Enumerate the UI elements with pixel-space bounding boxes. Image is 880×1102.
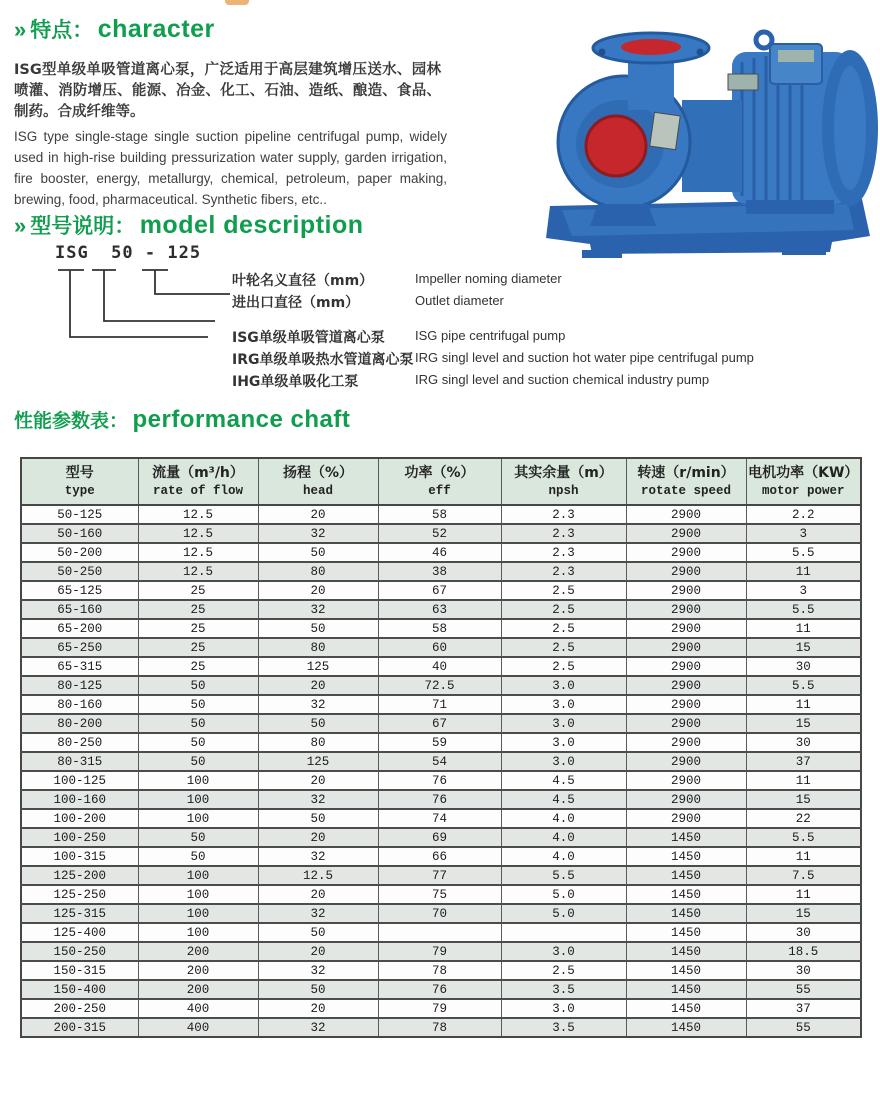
table-cell: 12.5 <box>138 505 258 524</box>
table-cell: 200 <box>138 942 258 961</box>
table-row <box>21 809 861 828</box>
table-cell: 2.5 <box>501 657 626 676</box>
table-cell: 200-315 <box>21 1018 138 1037</box>
table-cell: 38 <box>378 562 501 581</box>
table-row <box>21 1018 861 1037</box>
chevron-marker-icon: » <box>14 17 27 42</box>
table-cell: 25 <box>138 619 258 638</box>
table-row <box>21 980 861 999</box>
table-cell: 80 <box>258 638 378 657</box>
table-cell: 2900 <box>626 657 746 676</box>
legend-zh-impeller: 叶轮名义直径（mm） <box>232 273 374 289</box>
table-cell: 5.0 <box>501 904 626 923</box>
table-cell: 100-315 <box>21 847 138 866</box>
table-cell: 2.3 <box>501 562 626 581</box>
table-cell: 100 <box>138 923 258 942</box>
table-cell: 12.5 <box>138 562 258 581</box>
section-character-heading-en: character <box>97 15 215 43</box>
table-row <box>21 638 861 657</box>
legend-en-impeller: Impeller noming diameter <box>415 271 562 286</box>
column-header: 其实余量（m） npsh <box>501 458 626 505</box>
scan-artifact-mark <box>225 0 249 5</box>
table-cell: 100 <box>138 771 258 790</box>
table-cell: 63 <box>378 600 501 619</box>
table-cell: 65-125 <box>21 581 138 600</box>
table-cell: 18.5 <box>746 942 861 961</box>
section-character-heading-zh: 特点： <box>30 18 94 42</box>
table-cell: 79 <box>378 942 501 961</box>
table-cell: 80-315 <box>21 752 138 771</box>
table-cell: 37 <box>746 999 861 1018</box>
table-cell: 50-125 <box>21 505 138 524</box>
table-cell: 15 <box>746 904 861 923</box>
table-cell: 1450 <box>626 866 746 885</box>
table-cell: 11 <box>746 771 861 790</box>
section-performance-heading-zh: 性能参数表： <box>14 410 129 432</box>
table-cell: 70 <box>378 904 501 923</box>
table-cell: 50 <box>258 809 378 828</box>
table-cell: 100-160 <box>21 790 138 809</box>
table-cell: 50 <box>138 733 258 752</box>
table-cell: 58 <box>378 505 501 524</box>
table-row <box>21 733 861 752</box>
section-performance-heading-en: performance chaft <box>132 406 351 433</box>
legend-en-ihg: IRG singl level and suction chemical industry pump <box>415 372 710 387</box>
table-cell: 100-125 <box>21 771 138 790</box>
table-cell: 20 <box>258 828 378 847</box>
table-row <box>21 942 861 961</box>
table-cell: 100-200 <box>21 809 138 828</box>
table-row <box>21 619 861 638</box>
table-row <box>21 657 861 676</box>
table-cell: 54 <box>378 752 501 771</box>
table-cell: 80-160 <box>21 695 138 714</box>
table-cell: 400 <box>138 999 258 1018</box>
table-cell: 20 <box>258 771 378 790</box>
section-character-heading <box>14 14 215 44</box>
table-row <box>21 695 861 714</box>
table-cell: 12.5 <box>258 866 378 885</box>
table-cell: 2.5 <box>501 638 626 657</box>
table-row <box>21 923 861 942</box>
table-cell: 100-250 <box>21 828 138 847</box>
table-cell: 2.5 <box>501 961 626 980</box>
legend-en-isg: ISG pipe centrifugal pump <box>415 328 566 343</box>
model-code: ISG 50 - 125 <box>55 243 202 263</box>
table-cell: 20 <box>258 885 378 904</box>
table-cell: 3.0 <box>501 676 626 695</box>
table-row <box>21 771 861 790</box>
table-cell: 50 <box>138 676 258 695</box>
table-row <box>21 904 861 923</box>
table-cell: 32 <box>258 904 378 923</box>
table-cell: 100 <box>138 904 258 923</box>
column-header: 流量（m³/h） rate of flow <box>138 458 258 505</box>
table-cell: 1450 <box>626 847 746 866</box>
table-cell: 11 <box>746 847 861 866</box>
table-cell: 2900 <box>626 733 746 752</box>
table-cell: 2.3 <box>501 505 626 524</box>
table-cell: 3.0 <box>501 733 626 752</box>
table-cell: 30 <box>746 733 861 752</box>
column-header: 转速（r/min） rotate speed <box>626 458 746 505</box>
table-cell: 100 <box>138 790 258 809</box>
table-cell: 5.5 <box>746 543 861 562</box>
table-cell: 78 <box>378 1018 501 1037</box>
table-cell: 125-315 <box>21 904 138 923</box>
table-cell: 67 <box>378 581 501 600</box>
table-cell: 15 <box>746 714 861 733</box>
table-cell: 22 <box>746 809 861 828</box>
table-cell: 3.5 <box>501 1018 626 1037</box>
character-paragraph-en: ISG type single-stage single suction pipeline centrifugal pump, widely used in high-rise building pressurization water supply, garden irrigation, fire booster, energy, metallurgy, chemical, petroleum, paper making, brewing, food, pharmaceutical. Synthetic fibers, etc.. <box>14 129 447 207</box>
table-cell: 2.5 <box>501 581 626 600</box>
table-cell: 58 <box>378 619 501 638</box>
table-row <box>21 505 861 524</box>
performance-table <box>20 457 862 1038</box>
character-paragraph-zh: ISG型单级单吸管道离心泵，广泛适用于高层建筑增压送水、园林喷灌、消防增压、能源、冶金、化工、石油、造纸、酿造、食品、制药。合成纤维等。 <box>14 62 441 120</box>
table-cell: 3.0 <box>501 714 626 733</box>
table-cell: 67 <box>378 714 501 733</box>
table-cell: 50 <box>258 543 378 562</box>
table-cell: 76 <box>378 771 501 790</box>
legend-en-irg: IRG singl level and suction hot water pipe centrifugal pump <box>415 350 754 365</box>
table-cell: 20 <box>258 942 378 961</box>
table-cell: 32 <box>258 961 378 980</box>
table-cell: 5.5 <box>501 866 626 885</box>
table-cell: 76 <box>378 790 501 809</box>
legend-zh-outlet: 进出口直径（mm） <box>232 295 360 311</box>
table-cell: 75 <box>378 885 501 904</box>
table-cell: 65-315 <box>21 657 138 676</box>
table-cell: 400 <box>138 1018 258 1037</box>
table-cell: 25 <box>138 581 258 600</box>
table-cell: 1450 <box>626 828 746 847</box>
table-cell: 15 <box>746 638 861 657</box>
table-cell: 80 <box>258 562 378 581</box>
table-cell: 50 <box>138 714 258 733</box>
section-performance-heading <box>14 406 350 434</box>
table-cell: 32 <box>258 524 378 543</box>
table-cell: 69 <box>378 828 501 847</box>
table-cell: 3 <box>746 581 861 600</box>
table-cell: 4.5 <box>501 790 626 809</box>
table-cell: 11 <box>746 562 861 581</box>
table-cell: 2900 <box>626 524 746 543</box>
table-cell: 100 <box>138 885 258 904</box>
table-cell: 100 <box>138 809 258 828</box>
table-cell: 50 <box>138 828 258 847</box>
table-cell: 2900 <box>626 638 746 657</box>
table-cell: 2900 <box>626 562 746 581</box>
table-row <box>21 600 861 619</box>
table-cell: 37 <box>746 752 861 771</box>
table-cell: 3.0 <box>501 999 626 1018</box>
table-cell: 5.0 <box>501 885 626 904</box>
table-header-row <box>21 458 861 505</box>
table-cell: 2.5 <box>501 600 626 619</box>
table-cell: 50 <box>258 923 378 942</box>
table-cell: 11 <box>746 695 861 714</box>
table-cell: 50 <box>258 714 378 733</box>
table-cell: 5.5 <box>746 828 861 847</box>
table-cell: 150-400 <box>21 980 138 999</box>
table-cell: 200-250 <box>21 999 138 1018</box>
table-cell: 72.5 <box>378 676 501 695</box>
table-row <box>21 581 861 600</box>
table-cell: 1450 <box>626 1018 746 1037</box>
column-header: 功率（%） eff <box>378 458 501 505</box>
table-cell: 50-250 <box>21 562 138 581</box>
column-header: 型号 type <box>21 458 138 505</box>
table-cell: 200 <box>138 980 258 999</box>
column-header: 电机功率（KW） motor power <box>746 458 861 505</box>
table-cell: 25 <box>138 600 258 619</box>
table-cell: 150-315 <box>21 961 138 980</box>
table-cell: 25 <box>138 638 258 657</box>
table-cell: 125-250 <box>21 885 138 904</box>
table-cell: 125-400 <box>21 923 138 942</box>
table-cell: 74 <box>378 809 501 828</box>
table-row <box>21 524 861 543</box>
table-cell: 11 <box>746 619 861 638</box>
table-cell: 5.5 <box>746 600 861 619</box>
table-cell: 12.5 <box>138 543 258 562</box>
table-cell: 55 <box>746 980 861 999</box>
table-row <box>21 999 861 1018</box>
table-row <box>21 885 861 904</box>
table-cell: 3.0 <box>501 695 626 714</box>
table-row <box>21 543 861 562</box>
table-cell: 80-250 <box>21 733 138 752</box>
table-cell: 1450 <box>626 885 746 904</box>
table-cell: 2.3 <box>501 543 626 562</box>
table-cell: 40 <box>378 657 501 676</box>
table-cell: 2900 <box>626 600 746 619</box>
table-cell: 50 <box>138 847 258 866</box>
table-row <box>21 562 861 581</box>
table-cell: 50 <box>138 695 258 714</box>
table-cell: 1450 <box>626 904 746 923</box>
section-model-heading <box>14 210 364 240</box>
table-cell: 2.3 <box>501 524 626 543</box>
table-cell: 125-200 <box>21 866 138 885</box>
table-row <box>21 790 861 809</box>
table-cell: 2900 <box>626 543 746 562</box>
table-cell: 80-125 <box>21 676 138 695</box>
table-cell: 78 <box>378 961 501 980</box>
legend-zh-isg: ISG单级单吸管道离心泵 <box>232 330 385 346</box>
table-cell: 2900 <box>626 695 746 714</box>
table-cell: 50 <box>258 619 378 638</box>
table-cell: 200 <box>138 961 258 980</box>
table-cell: 125 <box>258 752 378 771</box>
table-cell: 1450 <box>626 980 746 999</box>
table-cell: 25 <box>138 657 258 676</box>
table-cell: 32 <box>258 790 378 809</box>
table-cell: 50-160 <box>21 524 138 543</box>
table-cell: 30 <box>746 657 861 676</box>
table-cell: 2900 <box>626 771 746 790</box>
table-cell: 30 <box>746 923 861 942</box>
table-cell: 32 <box>258 695 378 714</box>
table-cell: 80 <box>258 733 378 752</box>
pump-product-image <box>532 14 880 266</box>
table-cell: 60 <box>378 638 501 657</box>
table-cell: 65-250 <box>21 638 138 657</box>
table-row <box>21 961 861 980</box>
table-row <box>21 752 861 771</box>
table-cell: 3.5 <box>501 980 626 999</box>
table-cell: 150-250 <box>21 942 138 961</box>
table-cell: 4.0 <box>501 847 626 866</box>
table-cell: 5.5 <box>746 676 861 695</box>
table-cell: 77 <box>378 866 501 885</box>
table-cell: 12.5 <box>138 524 258 543</box>
table-cell: 50-200 <box>21 543 138 562</box>
table-cell: 52 <box>378 524 501 543</box>
table-cell <box>501 923 626 942</box>
table-cell: 20 <box>258 581 378 600</box>
section-model-heading-en: model description <box>139 211 364 239</box>
table-cell: 59 <box>378 733 501 752</box>
table-cell: 20 <box>258 999 378 1018</box>
table-cell: 100 <box>138 866 258 885</box>
legend-zh-irg: IRG单级单吸热水管道离心泵 <box>232 352 414 368</box>
table-row <box>21 676 861 695</box>
table-cell: 7.5 <box>746 866 861 885</box>
table-cell: 79 <box>378 999 501 1018</box>
table-cell: 30 <box>746 961 861 980</box>
table-cell: 3 <box>746 524 861 543</box>
table-cell: 20 <box>258 676 378 695</box>
table-cell: 50 <box>258 980 378 999</box>
table-cell: 3.0 <box>501 942 626 961</box>
table-cell: 1450 <box>626 923 746 942</box>
table-cell: 32 <box>258 847 378 866</box>
table-cell: 32 <box>258 1018 378 1037</box>
table-cell: 80-200 <box>21 714 138 733</box>
table-cell: 32 <box>258 600 378 619</box>
table-cell: 2900 <box>626 790 746 809</box>
table-cell: 15 <box>746 790 861 809</box>
table-cell: 65-200 <box>21 619 138 638</box>
table-cell: 55 <box>746 1018 861 1037</box>
table-cell: 11 <box>746 885 861 904</box>
table-cell: 2900 <box>626 676 746 695</box>
table-cell: 2.2 <box>746 505 861 524</box>
table-cell: 66 <box>378 847 501 866</box>
table-cell: 71 <box>378 695 501 714</box>
table-cell: 46 <box>378 543 501 562</box>
table-cell: 4.0 <box>501 828 626 847</box>
table-cell: 4.5 <box>501 771 626 790</box>
table-cell: 2900 <box>626 752 746 771</box>
table-cell: 2900 <box>626 714 746 733</box>
chevron-marker-icon: » <box>14 213 27 238</box>
table-cell: 2900 <box>626 809 746 828</box>
table-row <box>21 828 861 847</box>
legend-en-outlet: Outlet diameter <box>415 293 504 308</box>
table-cell: 76 <box>378 980 501 999</box>
table-cell: 125 <box>258 657 378 676</box>
table-cell: 65-160 <box>21 600 138 619</box>
table-cell: 2900 <box>626 505 746 524</box>
table-cell: 1450 <box>626 999 746 1018</box>
table-cell: 2900 <box>626 581 746 600</box>
table-row <box>21 866 861 885</box>
table-cell: 20 <box>258 505 378 524</box>
table-cell: 50 <box>138 752 258 771</box>
table-row <box>21 714 861 733</box>
table-row <box>21 847 861 866</box>
table-cell <box>378 923 501 942</box>
table-cell: 1450 <box>626 961 746 980</box>
table-cell: 4.0 <box>501 809 626 828</box>
table-cell: 1450 <box>626 942 746 961</box>
legend-zh-ihg: IHG单级单吸化工泵 <box>232 374 359 390</box>
section-model-heading-zh: 型号说明： <box>30 214 136 238</box>
table-cell: 3.0 <box>501 752 626 771</box>
table-cell: 2.5 <box>501 619 626 638</box>
table-cell: 2900 <box>626 619 746 638</box>
column-header: 扬程（%） head <box>258 458 378 505</box>
